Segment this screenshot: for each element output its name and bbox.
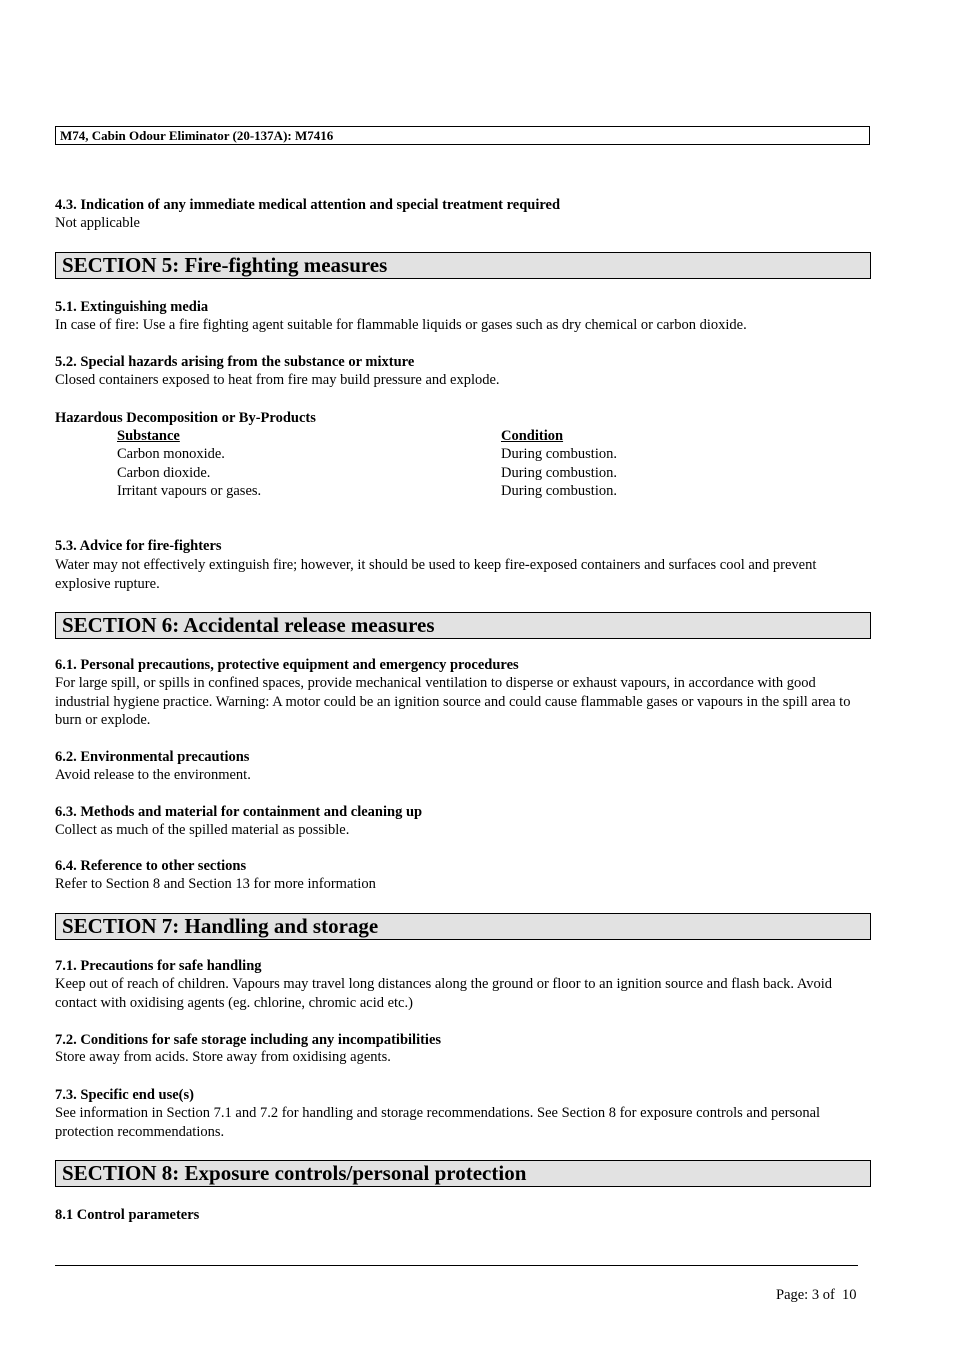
heading-7-2: 7.2. Conditions for safe storage including any incompatibilities bbox=[55, 1032, 442, 1048]
text-7-3: See information in Section 7.1 and 7.2 for handling and storage recommendations. See Section 8 for exposure controls and personal protection recommendations. bbox=[55, 1105, 821, 1140]
heading-6-1: 6.1. Personal precautions, protective equipment and emergency procedures bbox=[55, 657, 519, 673]
heading-6-4: 6.4. Reference to other sections bbox=[55, 858, 247, 874]
decomp-substance-column bbox=[117, 427, 477, 501]
decomp-condition-cell: During combustion. bbox=[501, 464, 617, 481]
text-5-2: Closed containers exposed to heat from fire may build pressure and explode. bbox=[55, 372, 500, 388]
heading-4-3: 4.3. Indication of any immediate medical attention and special treatment required bbox=[55, 197, 561, 213]
section-6-title: SECTION 6: Accidental release measures bbox=[55, 612, 871, 639]
text-4-3: Not applicable bbox=[55, 215, 140, 231]
decomp-substance-cell: Carbon dioxide. bbox=[117, 464, 211, 481]
heading-8-1: 8.1 Control parameters bbox=[55, 1207, 200, 1223]
text-6-2: Avoid release to the environment. bbox=[55, 767, 251, 783]
decomp-condition-header: Condition bbox=[501, 428, 564, 444]
decomp-condition-cell: During combustion. bbox=[501, 483, 617, 500]
section-5-title: SECTION 5: Fire-fighting measures bbox=[55, 252, 871, 279]
heading-5-1: 5.1. Extinguishing media bbox=[55, 299, 209, 315]
text-6-3: Collect as much of the spilled material as possible. bbox=[55, 822, 350, 838]
text-7-1: Keep out of reach of children. Vapours may travel long distances along the ground or floor to an ignition source and flash back. Avoid contact with oxidising agents (eg. chlorine, chromic acid etc.) bbox=[55, 976, 833, 1011]
heading-5-3: 5.3. Advice for fire-fighters bbox=[55, 538, 222, 554]
section-7-title: SECTION 7: Handling and storage bbox=[55, 913, 871, 940]
decomp-condition-column bbox=[501, 427, 801, 501]
heading-6-3: 6.3. Methods and material for containment and cleaning up bbox=[55, 804, 423, 820]
section-8-title: SECTION 8: Exposure controls/personal protection bbox=[55, 1160, 871, 1187]
text-6-1: For large spill, or spills in confined spaces, provide mechanical ventilation to disperse or exhaust vapours, in accordance with good industrial hygiene practice. Warning: A motor could be an ignition source and could cause flammable gases or vapours in the spill area to burn or explode. bbox=[55, 675, 851, 728]
text-5-1: In case of fire: Use a fire fighting agent suitable for flammable liquids or gases such as dry chemical or carbon dioxide. bbox=[55, 317, 747, 333]
product-header: M74, Cabin Odour Eliminator (20-137A): M7416 bbox=[55, 126, 870, 145]
text-6-4: Refer to Section 8 and Section 13 for more information bbox=[55, 876, 376, 892]
heading-decomposition: Hazardous Decomposition or By-Products bbox=[55, 410, 316, 426]
heading-7-3: 7.3. Specific end use(s) bbox=[55, 1087, 194, 1103]
decomp-substance-cell: Carbon monoxide. bbox=[117, 446, 225, 463]
page-number: Page: 3 of 10 bbox=[776, 1287, 857, 1303]
heading-7-1: 7.1. Precautions for safe handling bbox=[55, 958, 262, 974]
footer-divider bbox=[55, 1265, 858, 1266]
text-5-3: Water may not effectively extinguish fire; however, it should be used to keep fire-exposed containers and surfaces cool and prevent explosive rupture. bbox=[55, 557, 817, 592]
decomp-condition-cell: During combustion. bbox=[501, 446, 617, 463]
text-7-2: Store away from acids. Store away from oxidising agents. bbox=[55, 1049, 391, 1065]
heading-6-2: 6.2. Environmental precautions bbox=[55, 749, 250, 765]
decomp-substance-cell: Irritant vapours or gases. bbox=[117, 483, 262, 500]
heading-5-2: 5.2. Special hazards arising from the substance or mixture bbox=[55, 354, 415, 370]
decomp-substance-header: Substance bbox=[117, 428, 180, 444]
